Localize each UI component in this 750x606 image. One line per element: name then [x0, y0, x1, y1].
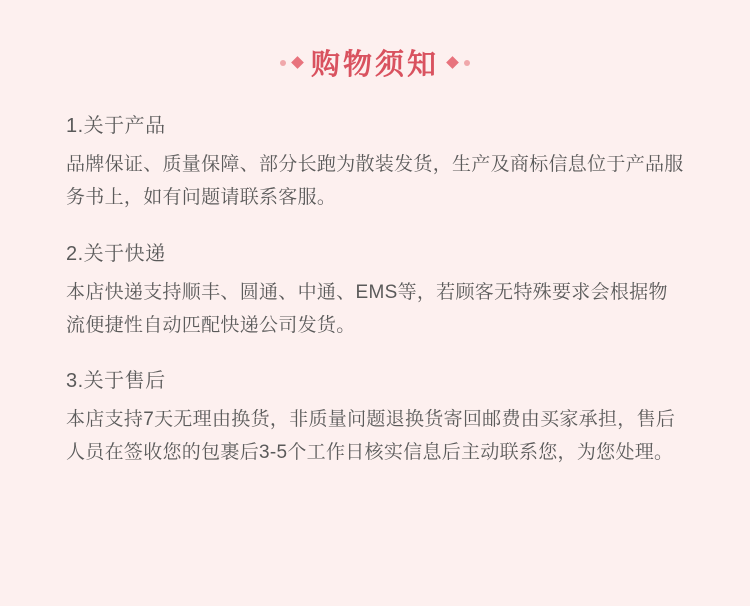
section-body: 本店支持7天无理由换货，非质量问题退换货寄回邮费由买家承担，售后人员在签收您的包裹后3-5个工作日核实信息后主动联系您，为您处理。: [66, 409, 676, 464]
section-heading: 1.关于产品: [66, 115, 166, 137]
dot-icon: [280, 60, 286, 66]
diamond-icon: [291, 56, 304, 69]
title-right-decoration: [448, 58, 470, 67]
diamond-icon: [446, 56, 459, 69]
title-left-decoration: [280, 58, 302, 67]
section-body: 本店快递支持顺丰、圆通、中通、EMS等，若顾客无特殊要求会根据物流便捷性自动匹配快递公司发货。: [66, 281, 668, 336]
section-body: 品牌保证、质量保障、部分长跑为散装发货，生产及商标信息位于产品服务书上，如有问题请联系客服。: [66, 154, 684, 209]
notice-section-product: [66, 109, 684, 215]
notice-content: [0, 83, 750, 470]
section-heading: 3.关于售后: [66, 370, 166, 392]
page-title-row: [0, 0, 750, 83]
page-title: 购物须知: [310, 49, 439, 81]
section-heading: 2.关于快递: [66, 242, 166, 265]
notice-section-aftersales: [66, 364, 684, 470]
notice-section-shipping: [66, 237, 684, 343]
dot-icon: [464, 60, 470, 66]
